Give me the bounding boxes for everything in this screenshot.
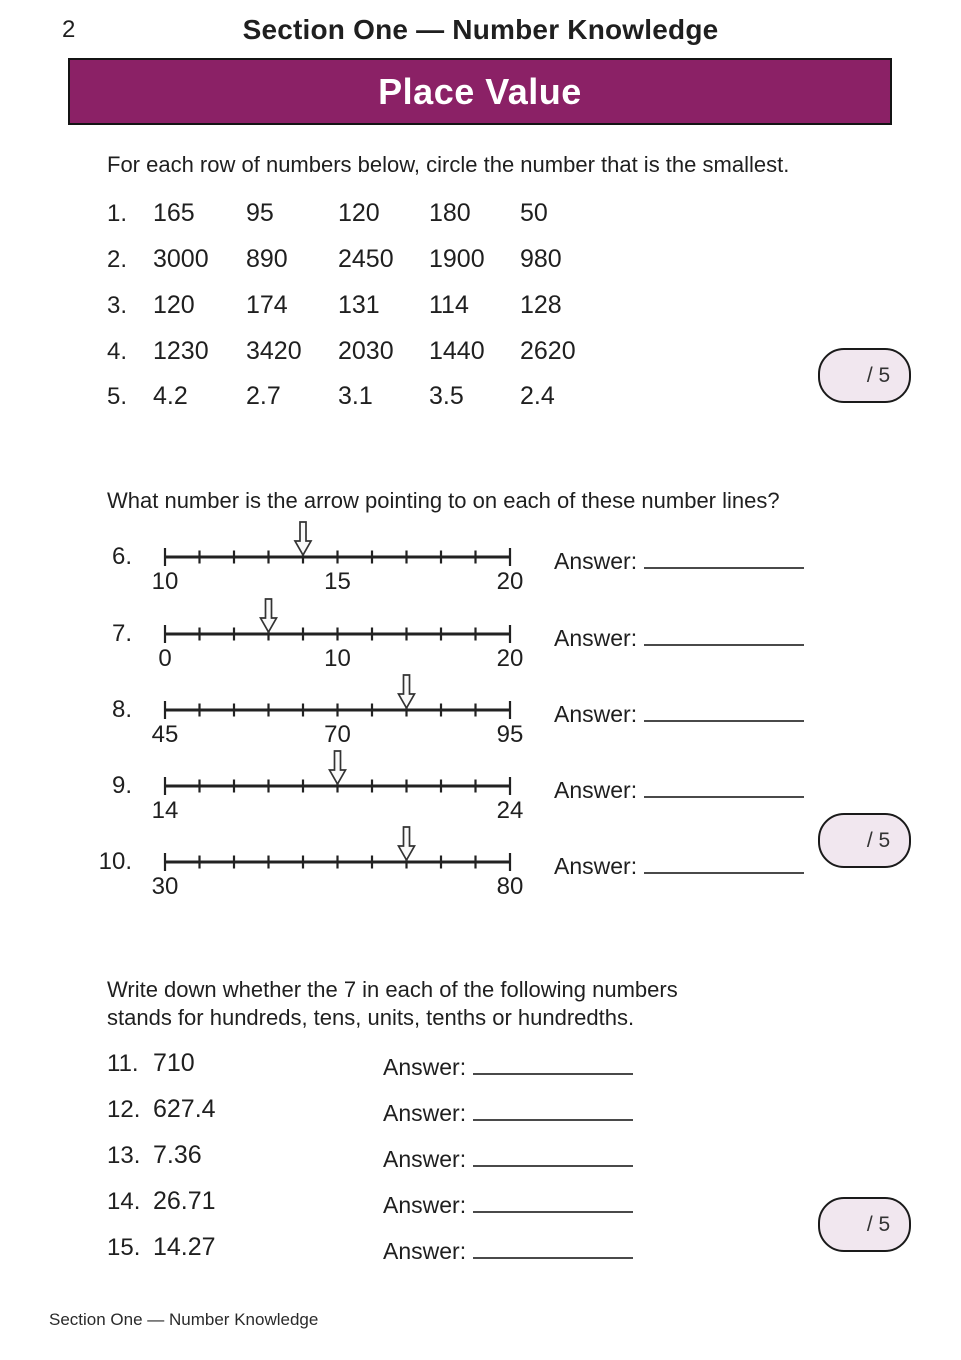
answer-blank bbox=[644, 696, 804, 722]
question-value: 14.27 bbox=[153, 1233, 216, 1261]
numberline-question bbox=[0, 822, 961, 902]
tick-label: 10 bbox=[324, 645, 351, 672]
tick-label: 80 bbox=[496, 873, 524, 900]
answer-label: Answer: bbox=[383, 1054, 467, 1081]
tick-label: 45 bbox=[151, 721, 179, 748]
answer-label: Answer: bbox=[554, 701, 638, 728]
question-row bbox=[107, 245, 562, 275]
question-number: 4. bbox=[107, 338, 128, 365]
down-arrow-icon bbox=[261, 599, 277, 632]
answer-field bbox=[554, 620, 804, 652]
question-number: 8. bbox=[111, 696, 132, 723]
question-number: 6. bbox=[111, 543, 132, 570]
numberline-instruction: What number is the arrow pointing to on each of these number lines? bbox=[107, 488, 780, 513]
section-header: Section One — Number Knowledge bbox=[242, 14, 719, 45]
question-number: 5. bbox=[107, 383, 128, 410]
tick-label: 10 bbox=[151, 568, 179, 595]
answer-blank bbox=[473, 1233, 633, 1259]
number-option: 120 bbox=[153, 291, 195, 319]
score-label: / 5 bbox=[866, 828, 891, 852]
number-option: 3420 bbox=[246, 337, 302, 365]
number-option: 50 bbox=[520, 199, 548, 227]
question-number: 15. bbox=[107, 1234, 141, 1261]
answer-field bbox=[383, 1187, 633, 1219]
tick-label: 24 bbox=[496, 797, 524, 824]
question-row bbox=[107, 1049, 467, 1081]
question-number: 7. bbox=[111, 620, 132, 647]
question-row bbox=[107, 382, 555, 412]
page-title: Place Value bbox=[378, 70, 582, 112]
tick-label: 95 bbox=[496, 721, 524, 748]
tick-label: 70 bbox=[324, 721, 351, 748]
number-line bbox=[140, 822, 540, 902]
answer-label: Answer: bbox=[554, 625, 638, 652]
answer-blank bbox=[473, 1187, 633, 1213]
answer-label: Answer: bbox=[554, 853, 638, 880]
down-arrow-icon bbox=[330, 751, 346, 784]
answer-blank bbox=[644, 772, 804, 798]
tick-label: 14 bbox=[151, 797, 179, 824]
number-line bbox=[140, 670, 540, 750]
sevens-instruction-line2: stands for hundreds, tens, units, tenths or hundredths. bbox=[107, 1005, 635, 1030]
numberline-question bbox=[0, 594, 961, 674]
answer-blank bbox=[473, 1095, 633, 1121]
number-option: 165 bbox=[153, 199, 195, 227]
numberline-question bbox=[0, 746, 961, 826]
score-label: / 5 bbox=[866, 363, 891, 387]
question-number: 14. bbox=[107, 1188, 141, 1215]
question-number: 12. bbox=[107, 1096, 141, 1123]
question-row bbox=[107, 1187, 467, 1219]
down-arrow-icon bbox=[399, 827, 415, 860]
question-row bbox=[107, 1233, 467, 1265]
number-option: 4.2 bbox=[153, 382, 188, 410]
number-option: 980 bbox=[520, 245, 562, 273]
number-option: 3.5 bbox=[429, 382, 464, 410]
answer-field bbox=[554, 543, 804, 575]
number-option: 1900 bbox=[429, 245, 485, 273]
down-arrow-icon bbox=[399, 675, 415, 708]
answer-label: Answer: bbox=[383, 1146, 467, 1173]
answer-blank bbox=[473, 1141, 633, 1167]
number-option: 890 bbox=[246, 245, 288, 273]
number-option: 95 bbox=[246, 199, 274, 227]
number-option: 114 bbox=[429, 291, 469, 319]
numberline-question bbox=[0, 670, 961, 750]
number-option: 2030 bbox=[338, 337, 394, 365]
question-number: 1. bbox=[107, 200, 128, 227]
number-option: 131 bbox=[338, 291, 380, 319]
number-option: 180 bbox=[429, 199, 471, 227]
number-option: 1230 bbox=[153, 337, 209, 365]
answer-blank bbox=[644, 543, 804, 569]
numberline-question bbox=[0, 517, 961, 597]
answer-field bbox=[383, 1049, 633, 1081]
down-arrow-icon bbox=[295, 522, 311, 555]
question-number: 13. bbox=[107, 1142, 141, 1169]
footer-section-label: Section One — Number Knowledge bbox=[49, 1310, 319, 1329]
score-box-1 bbox=[818, 348, 911, 403]
question-row bbox=[107, 1095, 467, 1127]
question-number: 10. bbox=[98, 848, 132, 875]
answer-label: Answer: bbox=[383, 1238, 467, 1265]
number-option: 3000 bbox=[153, 245, 209, 273]
tick-label: 30 bbox=[151, 873, 179, 900]
number-option: 1440 bbox=[429, 337, 485, 365]
number-option: 2620 bbox=[520, 337, 576, 365]
answer-blank bbox=[644, 848, 804, 874]
tick-label: 20 bbox=[496, 645, 524, 672]
answer-field bbox=[383, 1095, 633, 1127]
number-option: 2450 bbox=[338, 245, 394, 273]
question-value: 26.71 bbox=[153, 1187, 216, 1215]
question-value: 710 bbox=[153, 1049, 195, 1077]
answer-field bbox=[554, 696, 804, 728]
question-row bbox=[107, 199, 548, 229]
number-option: 2.4 bbox=[520, 382, 555, 410]
number-option: 128 bbox=[520, 291, 562, 319]
question-row bbox=[107, 337, 576, 367]
number-line bbox=[140, 746, 540, 826]
answer-field bbox=[383, 1141, 633, 1173]
number-option: 2.7 bbox=[246, 382, 281, 410]
answer-label: Answer: bbox=[383, 1192, 467, 1219]
number-line bbox=[140, 594, 540, 674]
tick-label: 15 bbox=[324, 568, 351, 595]
question-value: 7.36 bbox=[153, 1141, 202, 1169]
question-number: 3. bbox=[107, 292, 128, 319]
answer-label: Answer: bbox=[554, 777, 638, 804]
tick-label: 20 bbox=[496, 568, 524, 595]
sevens-instruction-line1: Write down whether the 7 in each of the following numbers bbox=[107, 977, 678, 1002]
title-banner bbox=[68, 58, 892, 125]
tick-label: 0 bbox=[158, 645, 172, 672]
question-row bbox=[107, 1141, 467, 1173]
question-number: 9. bbox=[111, 772, 132, 799]
answer-field bbox=[554, 772, 804, 804]
answer-blank bbox=[644, 620, 804, 646]
question-number: 11. bbox=[107, 1050, 139, 1077]
number-option: 3.1 bbox=[338, 382, 373, 410]
number-option: 174 bbox=[246, 291, 288, 319]
number-line bbox=[140, 517, 540, 597]
answer-field bbox=[554, 848, 804, 880]
page-number: 2 bbox=[62, 16, 76, 43]
circle-smallest-instruction: For each row of numbers below, circle the number that is the smallest. bbox=[107, 152, 790, 177]
score-box-2 bbox=[818, 813, 911, 868]
answer-field bbox=[383, 1233, 633, 1265]
question-number: 2. bbox=[107, 246, 128, 273]
number-option: 120 bbox=[338, 199, 380, 227]
answer-label: Answer: bbox=[554, 548, 638, 575]
question-row bbox=[107, 291, 562, 321]
score-box-3 bbox=[818, 1197, 911, 1252]
question-value: 627.4 bbox=[153, 1095, 216, 1123]
score-label: / 5 bbox=[866, 1212, 891, 1236]
answer-blank bbox=[473, 1049, 633, 1075]
answer-label: Answer: bbox=[383, 1100, 467, 1127]
